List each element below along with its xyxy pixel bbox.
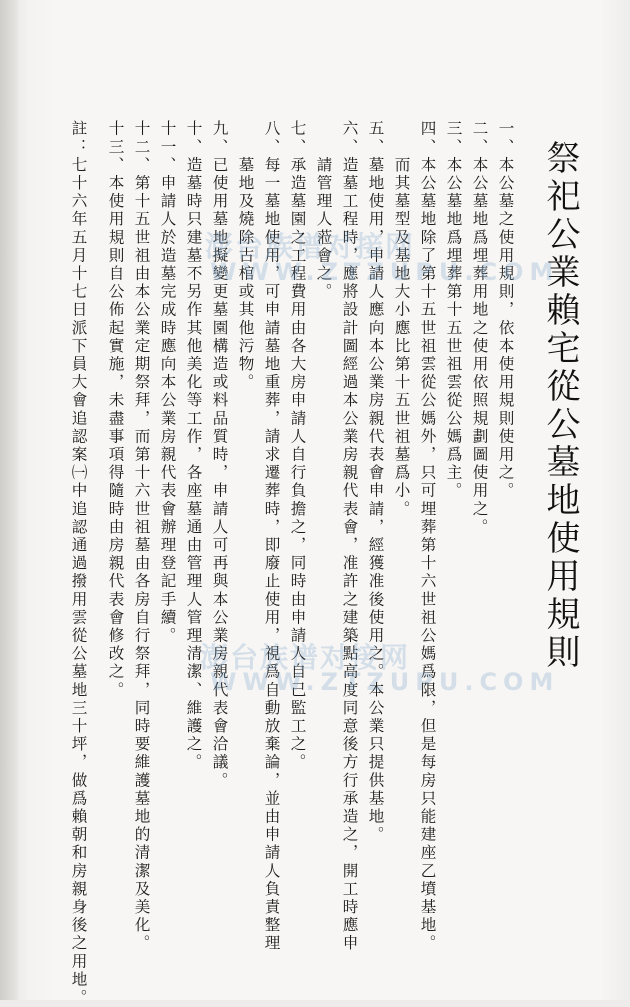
binding-edge: [0, 0, 18, 1000]
rule-line: 三、本公墓地爲埋葬第十五世祖雲從公媽爲主。: [444, 120, 463, 501]
watermark-url: WWW.ZTZUPU.COM: [210, 258, 560, 286]
rule-line: 十二、第十五世祖由本公業定期祭拜，而第十六世祖墓由各房自行祭拜，同時要維護墓地的清潔及美化。: [132, 120, 151, 953]
rule-line: 一、本公墓之使用規則，依本使用規則使用之。: [496, 120, 515, 501]
watermark-text: 澎台族谱对接网: [200, 641, 411, 674]
page-title: 祭祀公業賴宅從公墓地使用規則: [540, 140, 580, 672]
rule-line: 六、造墓工程時，應將設計圖經過本公業房親代表會，准許之建築點高度同意後方行承造之，開工時應申: [340, 120, 359, 953]
rule-line: 請管理人蒞會之。: [314, 120, 333, 301]
footnote: 註：七十六年五月十七日派下員大會追認案㈠中追認通過撥用雲從公墓地三十坪，做爲賴朝和房親身後之用地。: [69, 120, 88, 1007]
rule-line: 而其墓型及基地大小應比第十五世祖墓爲小。: [392, 120, 411, 519]
rule-line: 十一、申請人於造墓完成時應向本公業房親代表會辦理登記手續。: [158, 120, 177, 645]
rule-line: 八、每一墓地使用，可申請墓地重葬，請求遷葬時，即廢止使用，視爲自動放棄論，並由申請人負責整理: [262, 120, 281, 953]
watermark-text: 澎台族谱对接网: [205, 230, 416, 263]
rule-line: 墓地及燒除古棺或其他污物。: [236, 120, 255, 392]
rule-line: 十、造墓時只建墓不另作其他美化等工作，各座墓通由管理人管理清潔、維護之。: [184, 120, 203, 772]
rule-line: 四、本公墓地除了第十五世祖雲從公媽外，只可埋葬第十六世祖公媽爲限，但是每房只能建座乙墳基地。: [418, 120, 437, 953]
rule-line: 七、承造墓園之工程費用由各大房申請人自行負擔之，同時由申請人自己監工之。: [288, 120, 307, 772]
rule-line: 五、墓地使用，申請人應向本公業房親代表會申請，經獲准後使用之。本公業只提供基地。: [366, 120, 385, 844]
rule-line: 九、已使用墓地擬變更墓園構造或料品質時，申請人可再與本公業房親代表會洽議。: [210, 120, 229, 790]
watermark-url: WWW.ZTZUPU.COM: [210, 668, 560, 696]
rule-line: 二、本公墓地爲埋葬用地之使用依照規劃圖使用之。: [470, 120, 489, 537]
rule-line: 十三、本使用規則自公佈起實施，未盡事項得隨時由房親代表會修改之。: [106, 120, 125, 700]
